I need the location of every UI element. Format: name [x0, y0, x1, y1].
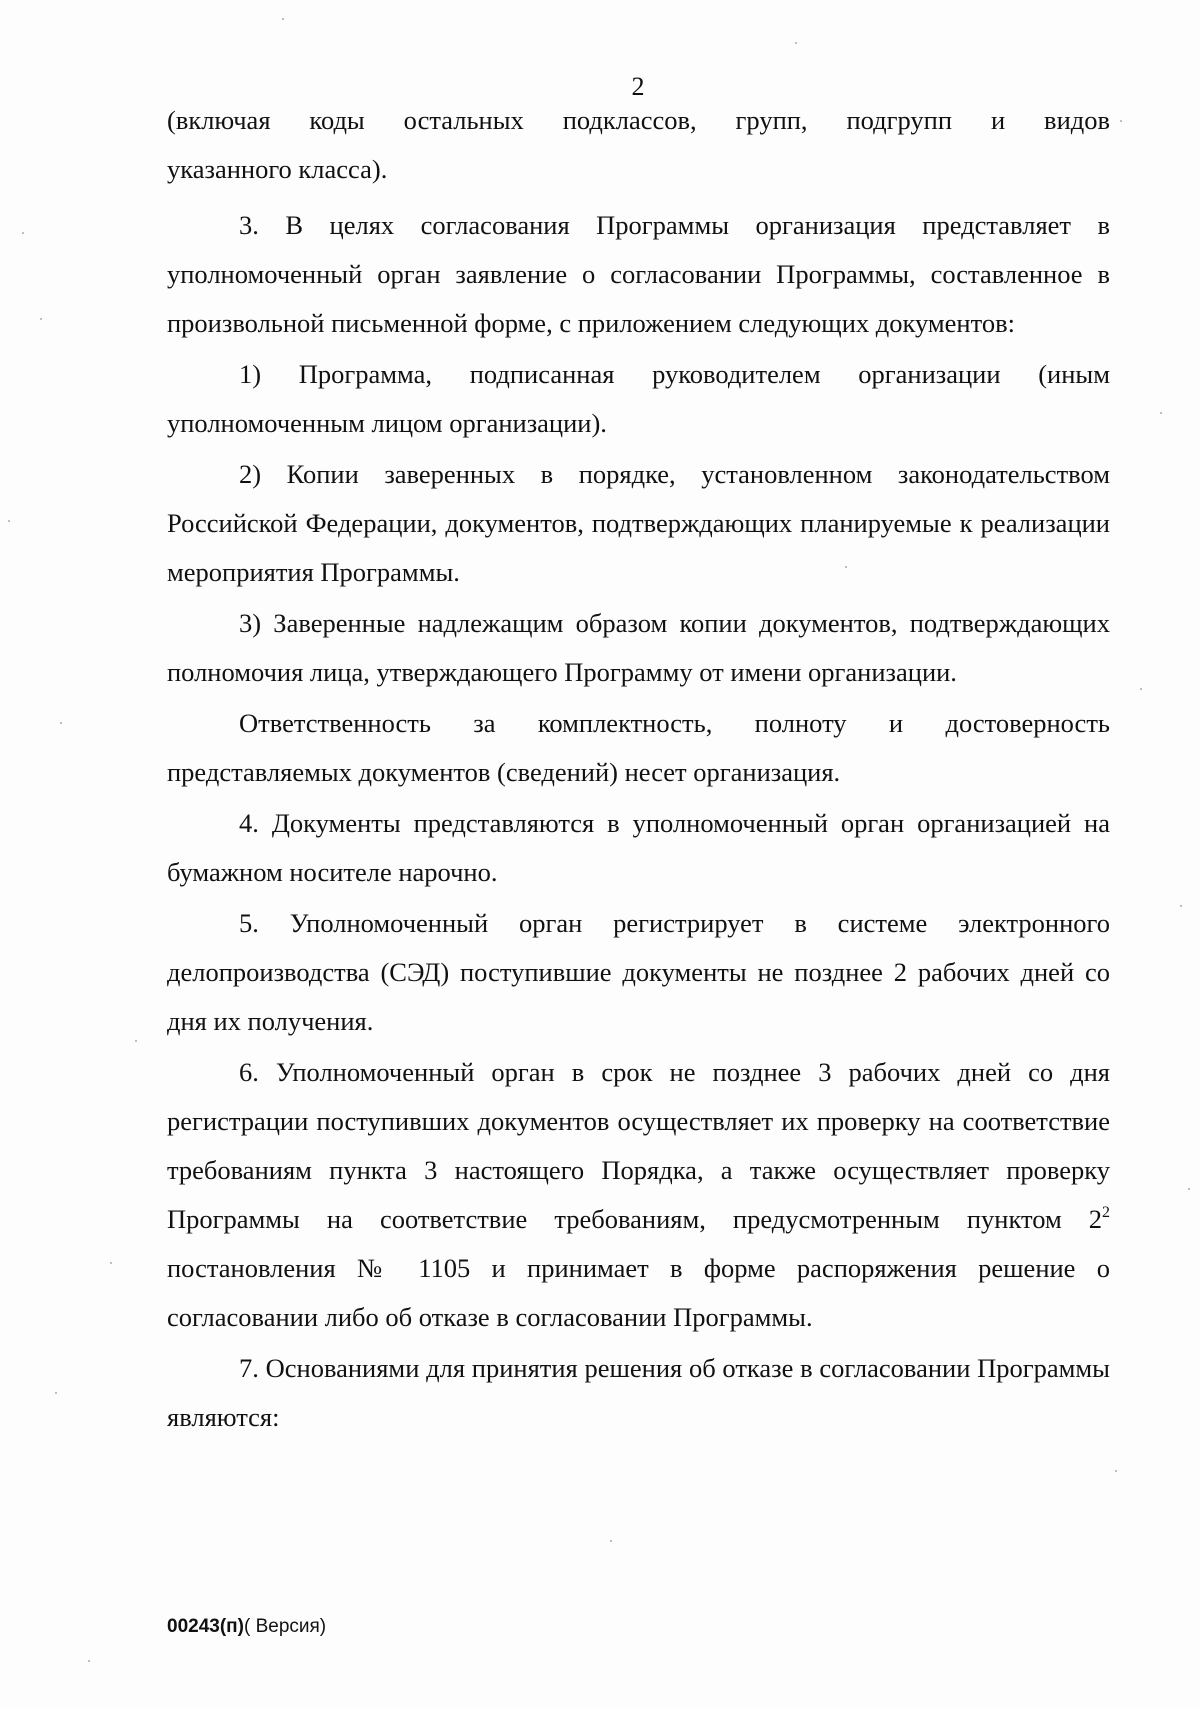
scan-speck	[88, 1660, 90, 1662]
scan-speck	[282, 18, 284, 20]
paragraph-6-text-a: 6. Уполномоченный орган в срок не позднее 3 рабочих дней со дня регистрации поступивших документов осуществляет их проверку на соответствие требованиям пункта 3 настоящего Порядка, а также осуществляет проверку Программы на соответствие требованиям, предусмотренным пунктом 2	[167, 1057, 1110, 1234]
footer-code: 00243(п)	[167, 1616, 244, 1637]
scan-speck	[1120, 120, 1122, 122]
paragraph-6	[167, 1048, 1110, 1342]
page-number: 2	[631, 72, 645, 101]
scan-speck	[1160, 412, 1162, 414]
scan-speck	[1180, 905, 1182, 907]
scan-speck	[110, 1262, 112, 1264]
paragraph-3-2: 2) Копии заверенных в порядке, установленном законодательством Российской Федерации, документов, подтверждающих планируемые к реализации мероприятия Программы.	[167, 459, 1110, 587]
footer-version: ( Версия)	[243, 1616, 327, 1637]
scan-speck	[1115, 1470, 1117, 1472]
paragraph-4: 4. Документы представляются в уполномоченный орган организацией на бумажном носителе нарочно.	[167, 808, 1110, 887]
document-body	[167, 96, 1110, 1442]
scan-speck	[8, 520, 10, 522]
paragraph-3: 3. В целях согласования Программы организация представляет в уполномоченный орган заявление о согласовании Программы, составленное в произвольной письменной форме, с приложением следующих документов:	[167, 210, 1110, 338]
document-footer	[167, 1616, 326, 1638]
scan-speck	[795, 42, 797, 44]
paragraph-7: 7. Основаниями для принятия решения об отказе в согласовании Программы являются:	[167, 1353, 1110, 1432]
scan-speck	[55, 1392, 57, 1394]
paragraph-6-superscript: 2	[1102, 1203, 1110, 1221]
scan-speck	[610, 1540, 612, 1542]
scan-speck	[1188, 1188, 1190, 1190]
paragraph-continuation-line1: (включая коды остальных подклассов, групп, подгрупп и видов	[167, 105, 1110, 135]
scan-speck	[1140, 688, 1142, 690]
paragraph-continuation-line2: указанного класса).	[167, 154, 388, 184]
paragraph-3-3: 3) Заверенные надлежащим образом копии документов, подтверждающих полномочия лица, утверждающего Программу от имени организации.	[167, 608, 1110, 687]
paragraph-5: 5. Уполномоченный орган регистрирует в системе электронного делопроизводства (СЭД) поступившие документы не позднее 2 рабочих дней со дня их получения.	[167, 908, 1110, 1036]
scan-speck	[135, 1040, 137, 1042]
scan-speck	[845, 566, 847, 568]
scan-speck	[60, 722, 62, 724]
paragraph-3-1: 1) Программа, подписанная руководителем организации (иным уполномоченным лицом организации).	[167, 359, 1110, 438]
paragraph-6-text-b: постановления № 1105 и принимает в форме распоряжения решение о согласовании либо об отказе в согласовании Программы.	[167, 1253, 1110, 1332]
scan-speck	[40, 318, 42, 320]
scan-speck	[22, 232, 24, 234]
paragraph-responsibility: Ответственность за комплектность, полноту и достоверность представляемых документов (сведений) несет организация.	[167, 708, 1110, 787]
